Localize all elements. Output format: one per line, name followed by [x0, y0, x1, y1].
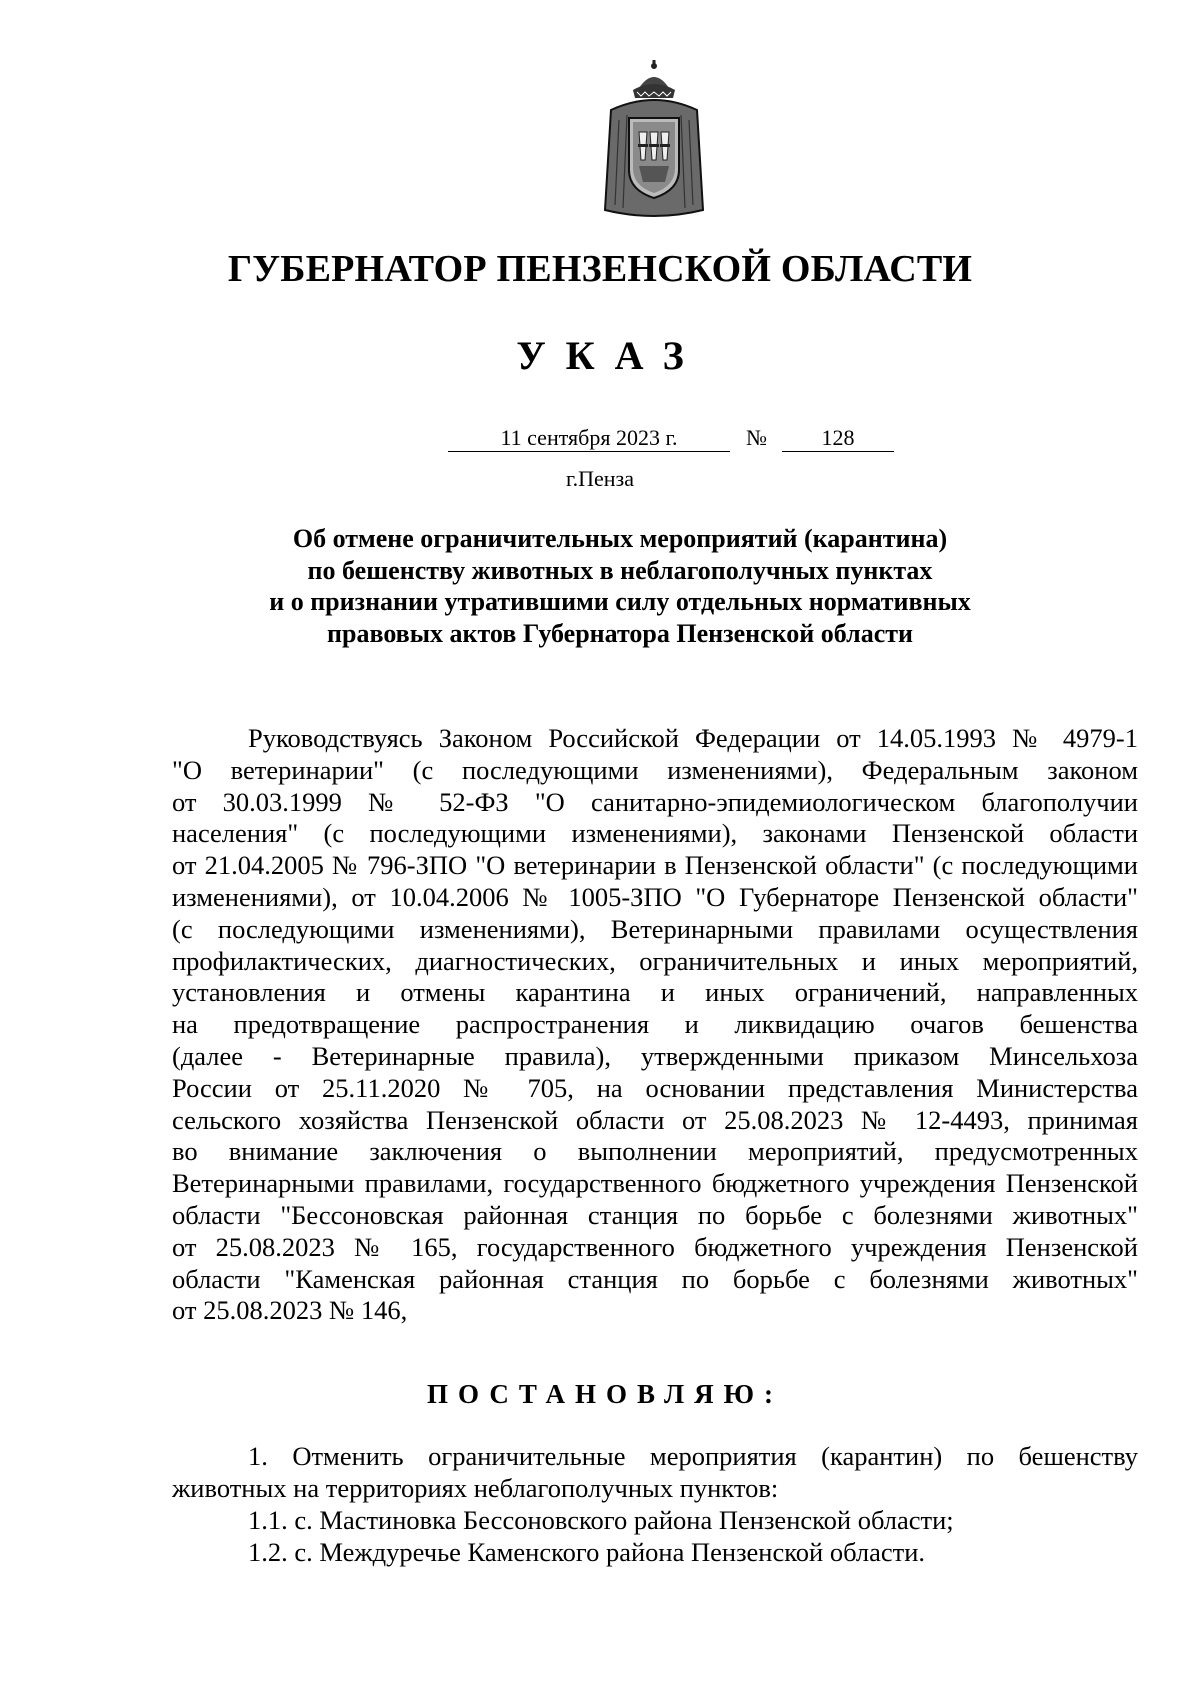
preamble-line: Руководствуясь Законом Российской Федерации от 14.05.1993 № 4979-1 — [248, 723, 1138, 753]
subject-line: Об отмене ограничительных мероприятий (карантина) — [292, 524, 948, 553]
subject-line: по бешенству животных в неблагополучных пунктах — [307, 555, 933, 585]
item-1-line-2: животных на территориях неблагополучных пунктов: — [172, 1473, 779, 1503]
item-1-1: 1.1. с. Мастиновка Бессоновского района Пензенской области; — [248, 1505, 954, 1535]
coat-of-arms-icon — [599, 60, 709, 220]
preamble-line: области "Каменская районная станция по борьбе с болезнями животных" — [172, 1263, 1138, 1294]
document-type: УКАЗ — [516, 333, 704, 378]
preamble-line: от 30.03.1999 № 52-ФЗ "О санитарно-эпидемиологическом благополучии — [172, 786, 1138, 817]
preamble-line: сельского хозяйства Пензенской области от 25.08.2023 № 12-4493, принимая — [172, 1104, 1138, 1135]
decree-items — [172, 1440, 1138, 1568]
preamble-line: изменениями), от 10.04.2006 № 1005-ЗПО "О Губернаторе Пензенской области" — [172, 881, 1138, 912]
number-sign: № — [746, 425, 767, 450]
preamble-line: во внимание заключения о выполнении мероприятий, предусмотренных — [172, 1136, 1138, 1167]
issuing-authority: ГУБЕРНАТОР ПЕНЗЕНСКОЙ ОБЛАСТИ — [227, 248, 973, 290]
subject-line: и о признании утратившими силу отдельных нормативных — [269, 587, 971, 616]
preamble-line: на предотвращение распространения и ликвидацию очагов бешенства — [172, 1009, 1138, 1040]
subject-line: правовых актов Губернатора Пензенской области — [327, 618, 913, 648]
document-number: 128 — [782, 423, 894, 452]
preamble-line: (далее - Ветеринарные правила), утвержденными приказом Минсельхоза — [172, 1040, 1138, 1071]
preamble-line: населения" (с последующими изменениями), законами Пензенской области — [172, 818, 1138, 849]
preamble-line: от 25.08.2023 № 146, — [172, 1295, 408, 1326]
preamble-paragraph — [172, 723, 1138, 1327]
item-1-2: 1.2. с. Междуречье Каменского района Пензенской области. — [248, 1537, 926, 1567]
document-city: г.Пенза — [566, 466, 634, 491]
decree-heading: ПОСТАНОВЛЯЮ: — [427, 1379, 783, 1409]
preamble-line: Ветеринарными правилами, государственного бюджетного учреждения Пензенской — [172, 1168, 1138, 1199]
preamble-line: (с последующими изменениями), Ветеринарными правилами осуществления — [172, 913, 1138, 944]
preamble-line: от 21.04.2005 № 796-ЗПО "О ветеринарии в Пензенской области" (с последующими — [172, 850, 1138, 881]
preamble-line: области "Бессоновская районная станция по борьбе с болезнями животных" — [172, 1199, 1138, 1230]
preamble-line: "О ветеринарии" (с последующими изменениями), Федеральным законом — [172, 754, 1138, 785]
preamble-line: установления и отмены карантина и иных ограничений, направленных — [172, 977, 1138, 1008]
document-subject — [200, 523, 1040, 649]
preamble-line: профилактических, диагностических, ограничительных и иных мероприятий, — [172, 945, 1138, 976]
preamble-line: от 25.08.2023 № 165, государственного бюджетного учреждения Пензенской — [172, 1231, 1138, 1262]
item-1-line-1: 1. Отменить ограничительные мероприятия (карантин) по бешенству — [248, 1441, 1138, 1471]
preamble-line: России от 25.11.2020 № 705, на основании представления Министерства — [172, 1072, 1138, 1103]
document-date: 11 сентября 2023 г. — [448, 423, 730, 452]
